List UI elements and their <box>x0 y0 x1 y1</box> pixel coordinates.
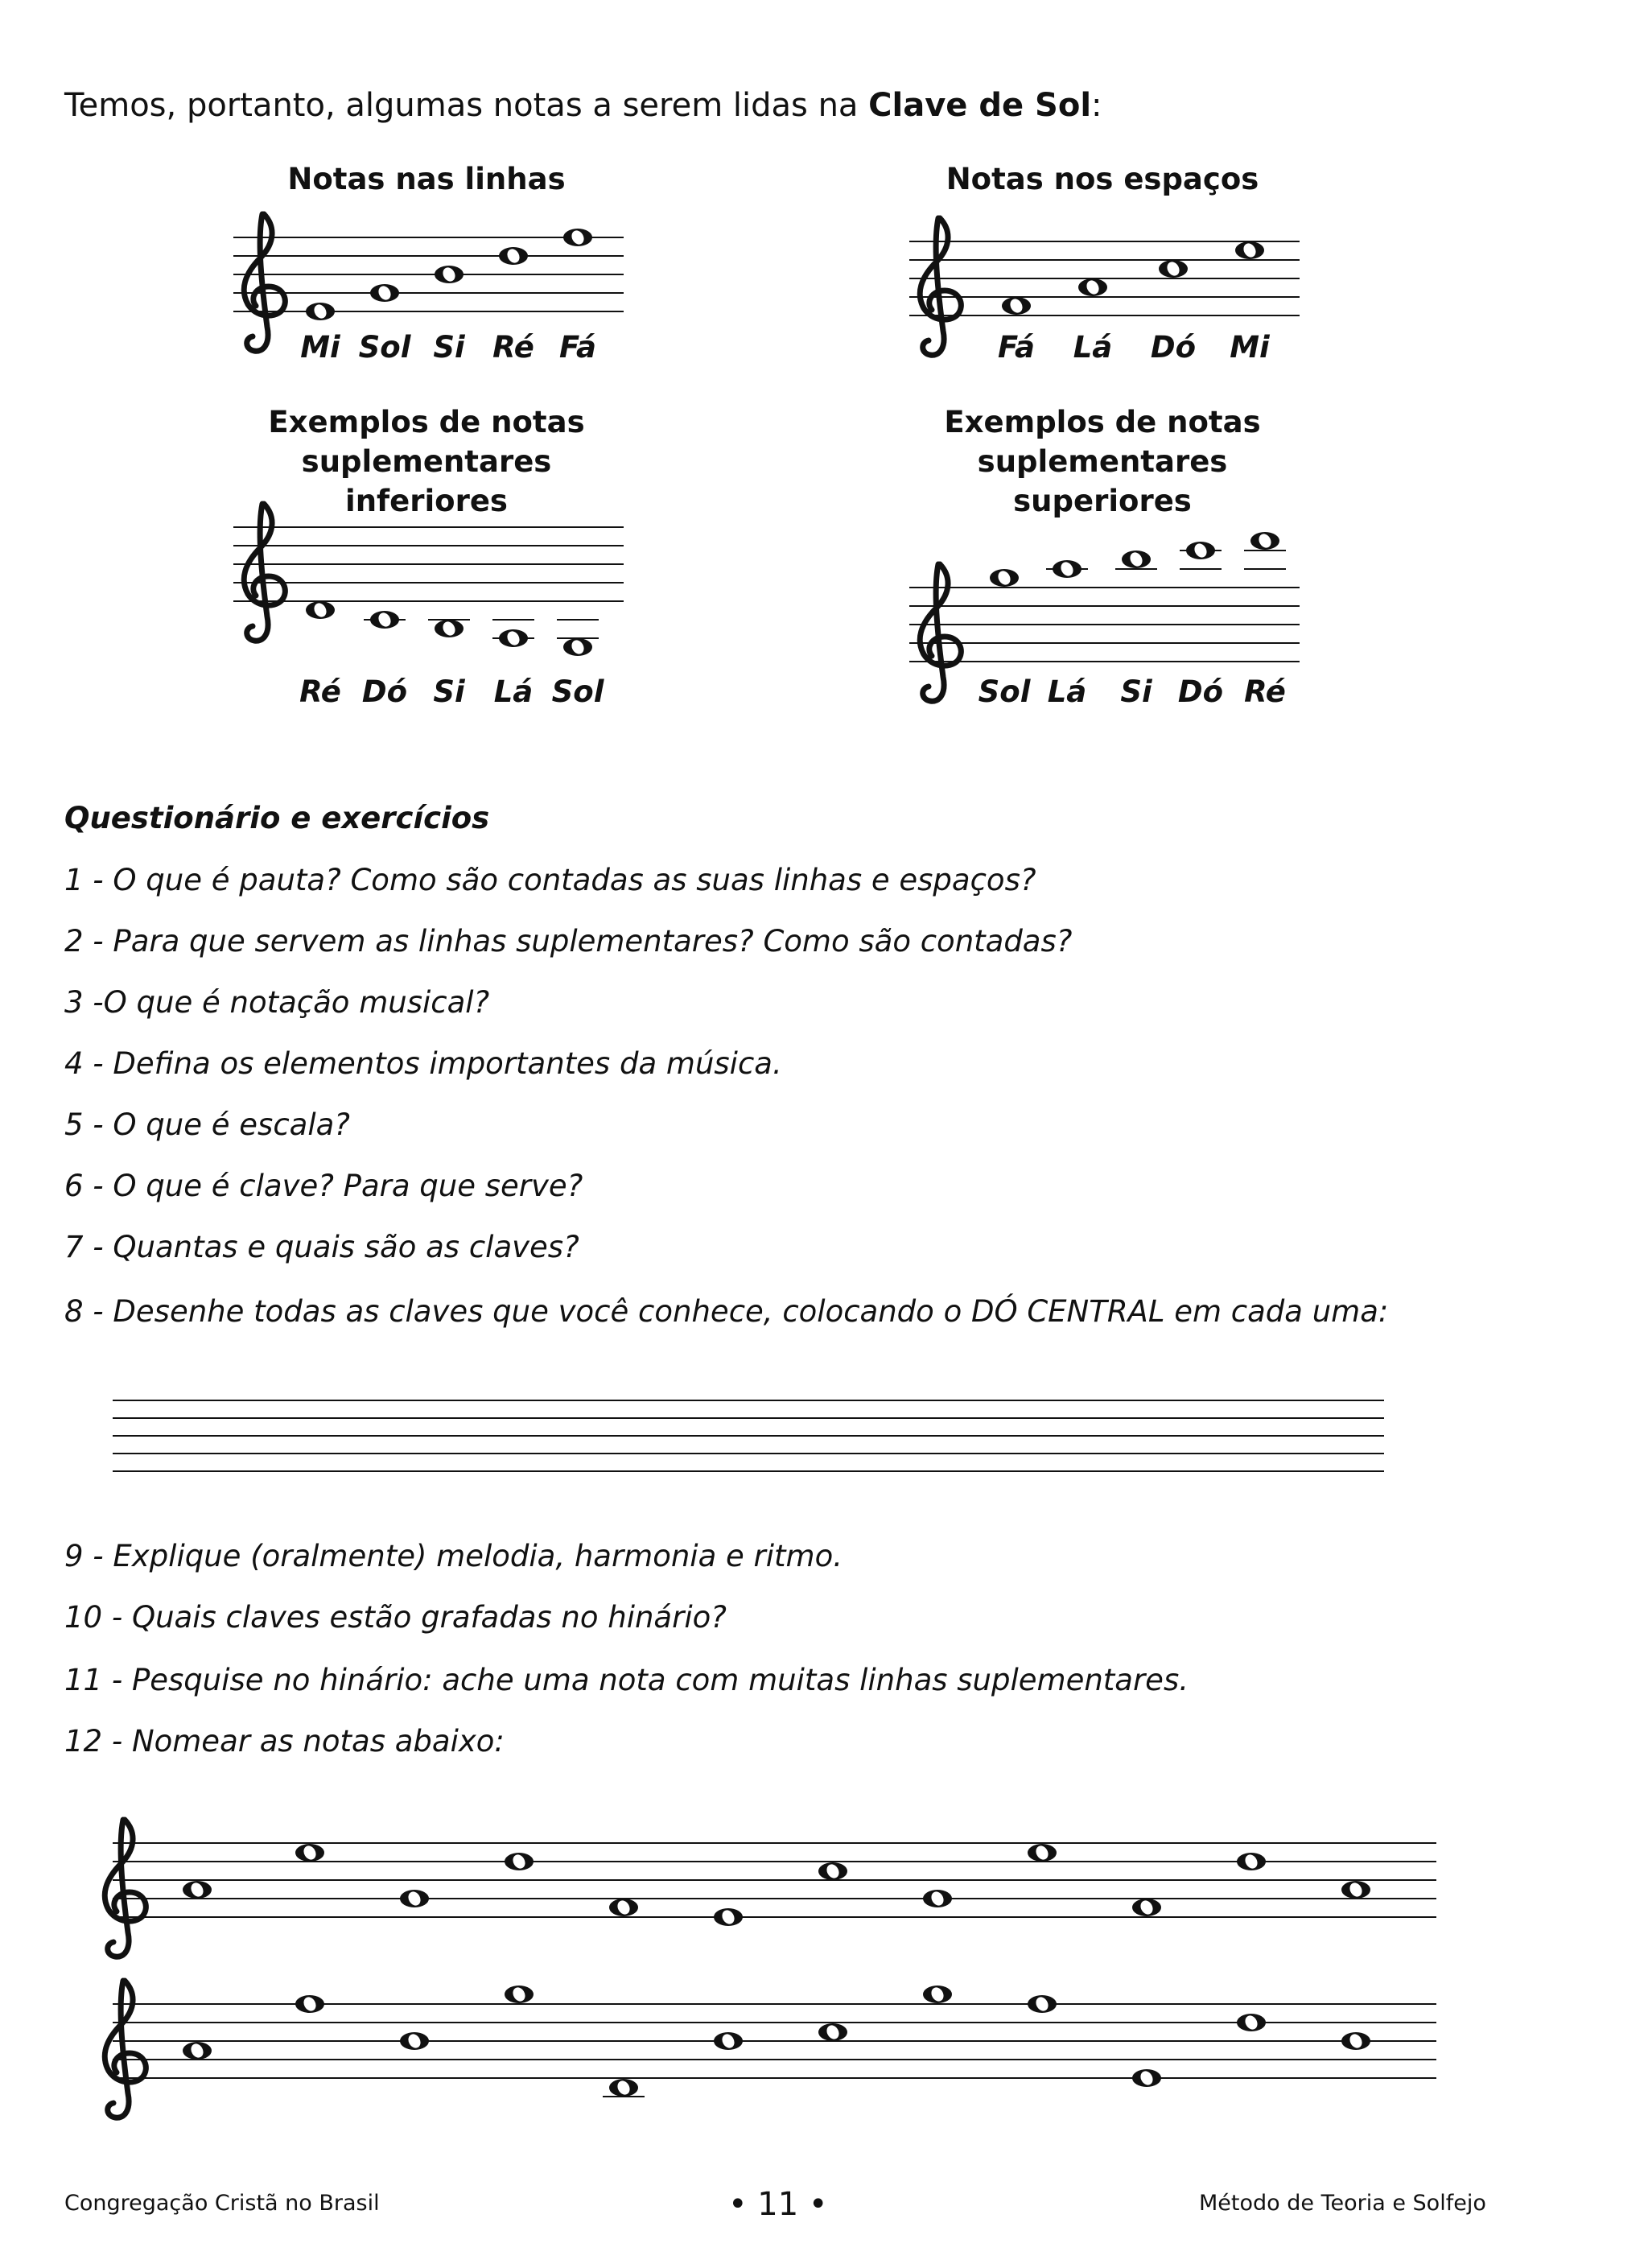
exercise-note <box>818 1862 847 1881</box>
note-mi <box>306 303 335 321</box>
note-label: Si <box>1120 674 1152 709</box>
exercise-note <box>1028 1995 1057 2014</box>
exercise-note <box>1132 1899 1161 1917</box>
note-re <box>306 601 335 620</box>
treble-clef-icon <box>244 504 285 641</box>
note-la <box>1078 278 1107 297</box>
page-number: • 11 • <box>728 2186 828 2223</box>
note-label: Lá <box>1047 674 1087 709</box>
question-11: 11 - Pesquise no hinário: ache uma nota com muitas linhas suplementares. <box>64 1663 1189 1697</box>
note-label: Dó <box>361 674 408 709</box>
question-7: 7 - Quantas e quais são as claves? <box>64 1230 579 1264</box>
section-title-spaces: Notas nos espaços <box>946 162 1259 196</box>
exercise-note <box>1237 1853 1266 1871</box>
exercise-note <box>609 2079 638 2097</box>
note-label: Mi <box>300 330 340 365</box>
footer-left: Congregação Cristã no Brasil <box>64 2191 380 2216</box>
note-sol <box>370 284 399 303</box>
question-2: 2 - Para que servem as linhas suplementares? Como são contadas? <box>64 924 1073 959</box>
note-re <box>499 247 528 266</box>
intro-text: Temos, portanto, algumas notas a serem lidas na Clave de Sol: <box>64 87 1102 124</box>
note-label: Mi <box>1230 330 1270 365</box>
exercise-note <box>183 1881 212 1899</box>
footer-right: Método de Teoria e Solfejo <box>1199 2191 1486 2216</box>
note-fa <box>563 229 592 247</box>
note-label: Lá <box>1073 330 1113 365</box>
note-label: Sol <box>358 330 411 365</box>
question-4: 4 - Defina os elementos importantes da música. <box>64 1046 782 1081</box>
exercise-note <box>1341 1881 1370 1899</box>
question-12: 12 - Nomear as notas abaixo: <box>64 1724 505 1759</box>
question-1: 1 - O que é pauta? Como são contadas as suas linhas e espaços? <box>64 863 1036 897</box>
note-la <box>1053 560 1082 579</box>
question-8: 8 - Desenhe todas as claves que você conhece, colocando o DÓ CENTRAL em cada uma: <box>64 1294 1389 1329</box>
treble-clef-icon <box>920 564 961 701</box>
note-do <box>370 611 399 629</box>
note-sol <box>563 638 592 657</box>
question-9: 9 - Explique (oralmente) melodia, harmonia e ritmo. <box>64 1539 843 1573</box>
exercise-note <box>1341 2032 1370 2051</box>
note-label: Ré <box>492 330 534 365</box>
exercise-note <box>505 1986 534 2004</box>
note-la <box>499 629 528 648</box>
question-10: 10 - Quais claves estão grafadas no hinário? <box>64 1600 727 1635</box>
exercise-note <box>1132 2069 1161 2088</box>
treble-clef-icon <box>920 218 961 355</box>
note-sol <box>990 569 1019 588</box>
exercise-note <box>818 2023 847 2042</box>
note-label: Sol <box>551 674 604 709</box>
note-label: Fá <box>559 330 596 365</box>
note-mi <box>1235 241 1264 260</box>
section-title-lines: Notas nas linhas <box>287 162 566 196</box>
exercise-note <box>1028 1844 1057 1862</box>
exercise-note <box>714 1908 743 1927</box>
exercise-note <box>1237 2014 1266 2032</box>
question-6: 6 - O que é clave? Para que serve? <box>64 1169 583 1203</box>
note-si <box>1122 551 1151 569</box>
treble-clef-icon <box>105 1981 146 2117</box>
blank-staff <box>113 1400 1384 1471</box>
questionnaire-title: Questionário e exercícios <box>64 801 490 835</box>
note-fa <box>1002 297 1031 315</box>
question-3: 3 -O que é notação musical? <box>64 985 490 1020</box>
note-si <box>435 266 464 284</box>
note-label: Dó <box>1177 674 1224 709</box>
note-label: Si <box>433 674 465 709</box>
exercise-note <box>400 2032 429 2051</box>
exercise-note <box>923 1986 952 2004</box>
section-title-upper-ledger: Exemplos de notas suplementares superiores <box>944 405 1261 518</box>
treble-clef-icon <box>105 1820 146 1957</box>
note-label: Si <box>433 330 465 365</box>
section-title-lower-ledger: Exemplos de notas suplementares inferiores <box>268 405 585 518</box>
note-do <box>1159 260 1188 278</box>
question-5: 5 - O que é escala? <box>64 1107 350 1142</box>
note-si <box>435 620 464 638</box>
note-re <box>1250 532 1279 551</box>
exercise-note <box>923 1890 952 1908</box>
exercise-note <box>505 1853 534 1871</box>
note-do <box>1186 542 1215 560</box>
exercise-note <box>714 2032 743 2051</box>
note-label: Ré <box>299 674 341 709</box>
exercise-note <box>183 2042 212 2060</box>
exercise-note <box>295 1995 324 2014</box>
note-label: Ré <box>1244 674 1286 709</box>
exercise-note <box>609 1899 638 1917</box>
note-label: Fá <box>998 330 1035 365</box>
exercise-note <box>400 1890 429 1908</box>
note-label: Dó <box>1150 330 1197 365</box>
note-label: Sol <box>978 674 1031 709</box>
note-label: Lá <box>493 674 534 709</box>
treble-clef-icon <box>244 214 285 351</box>
exercise-note <box>295 1844 324 1862</box>
